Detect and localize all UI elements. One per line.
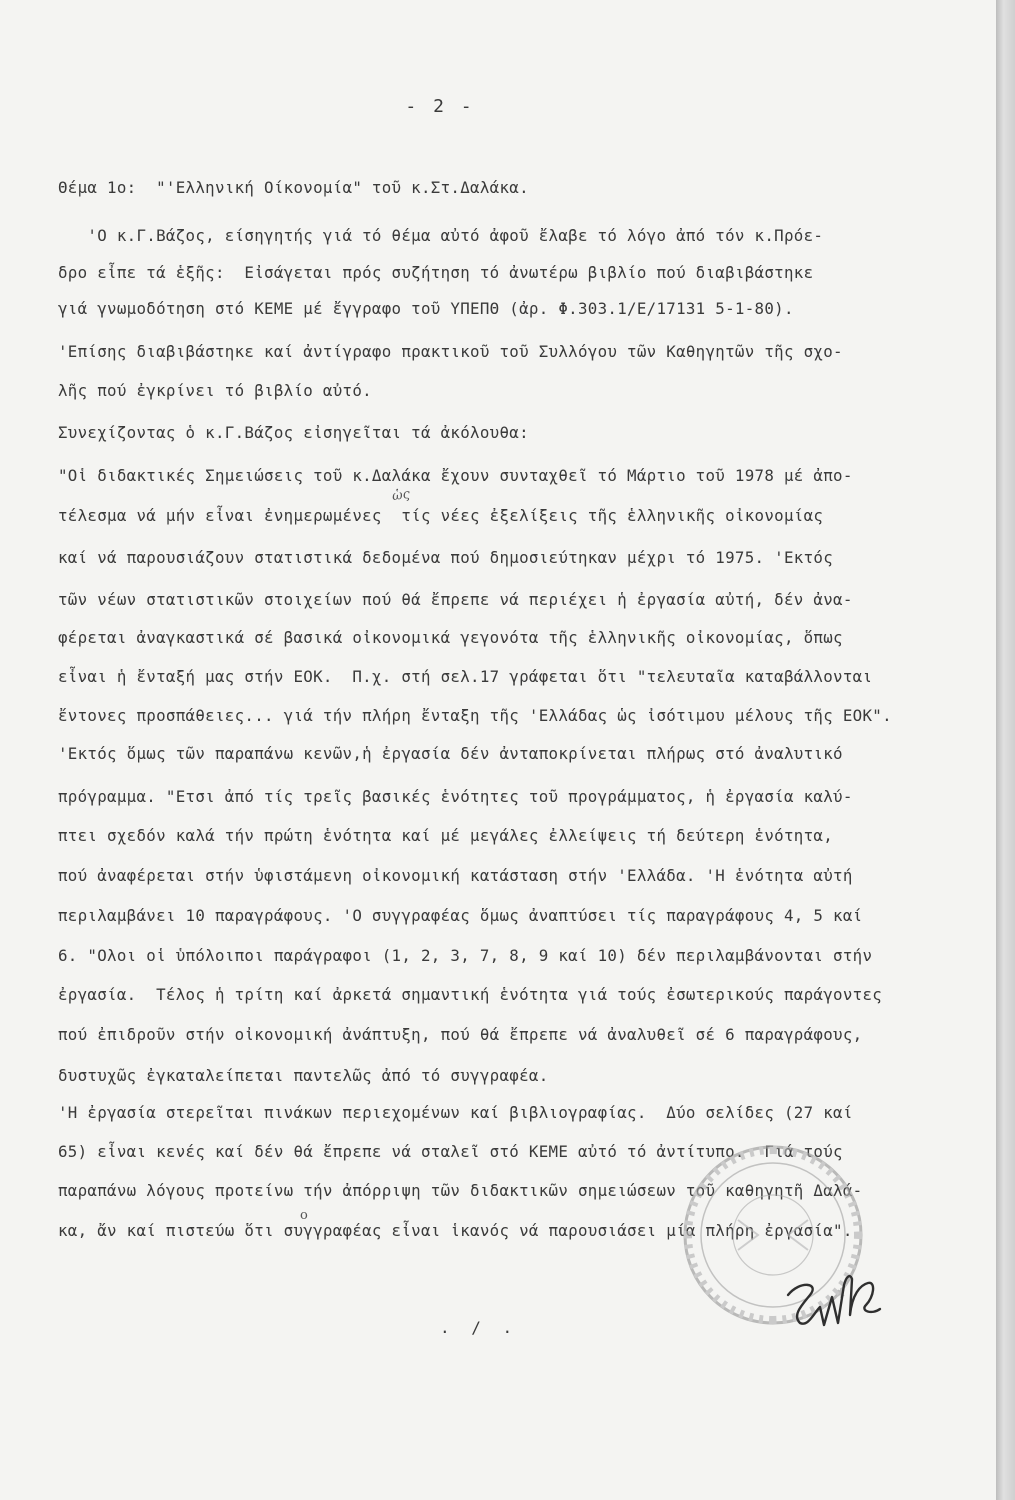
text-line: παραπάνω λόγους προτείνω τήν ἀπόρριψη τῶν διδακτικῶν σημειώσεων τοῦ καθηγητῆ Δαλά-	[58, 1181, 863, 1200]
handwritten-article: ο	[300, 1208, 308, 1223]
text-line: δυστυχῶς ἐγκαταλείπεται παντελῶς ἀπό τό συγγραφέα.	[58, 1066, 549, 1085]
text-line: εἶναι ἡ ἔνταξή μας στήν ΕΟΚ. Π.χ. στή σελ.17 γράφεται ὅτι "τελευταῖα καταβάλλονται	[58, 667, 873, 686]
text-line: δρο εἶπε τά ἑξῆς: Εἰσάγεται πρός συζήτηση τό ἀνωτέρω βιβλίο πού διαβιβάστηκε	[58, 263, 814, 282]
text-line: κα, ἄν καί πιστεύω ὅτι συγγραφέας εἶναι ἱκανός νά παρουσιάσει μία πλήρη ἐργασία".	[58, 1221, 853, 1240]
page-number: - 2 -	[405, 96, 475, 117]
text-line: πτει σχεδόν καλά τήν πρώτη ἑνότητα καί μέ μεγάλες ἐλλείψεις τή δεύτερη ἑνότητα,	[58, 826, 834, 845]
text-line: 6. "Ολοι οἱ ὑπόλοιποι παράγραφοι (1, 2, 3, 7, 8, 9 καί 10) δέν περιλαμβάνονται στήν	[58, 946, 873, 965]
text-line: τῶν νέων στατιστικῶν στοιχείων πού θά ἔπρεπε νά περιέχει ἡ ἐργασία αὐτή, δέν ἀνα-	[58, 590, 853, 609]
handwritten-insert: ὡς	[391, 486, 411, 505]
text-line: 'Ο κ.Γ.Βάζος, είσηγητής γιά τό θέμα αὐτό ἀφοῦ ἔλαβε τό λόγο ἀπό τόν κ.Πρόε-	[58, 226, 824, 245]
text-line: Συνεχίζοντας ὁ κ.Γ.Βάζος εἰσηγεῖται τά ἀκόλουθα:	[58, 423, 529, 442]
text-line: ἐργασία. Τέλος ἡ τρίτη καί ἀρκετά σημαντική ἑνότητα γιά τούς ἐσωτερικούς παράγοντες	[58, 985, 883, 1004]
text-line: Θέμα 1ο: "'Ελληνική Οίκονομία" τοῦ κ.Στ.Δαλάκα.	[58, 178, 529, 197]
text-line: πού ἀναφέρεται στήν ὑφιστάμενη οἰκονομική κατάσταση στήν 'Ελλάδα. 'Η ἑνότητα αὐτή	[58, 866, 853, 885]
text-line: 'Εκτός ὅμως τῶν παραπάνω κενῶν,ἡ ἐργασία δέν ἀνταποκρίνεται πλήρως στό ἀναλυτικό	[58, 744, 843, 763]
text-line: λῆς πού ἐγκρίνει τό βιβλίο αὐτό.	[58, 381, 372, 400]
text-line: γιά γνωμοδότηση στό ΚΕΜΕ μέ ἔγγραφο τοῦ ΥΠΕΠΘ (ἀρ. Φ.303.1/Ε/17131 5-1-80).	[58, 299, 794, 318]
text-line: περιλαμβάνει 10 παραγράφους. 'Ο συγγραφέας ὅμως ἀναπτύσει τίς παραγράφους 4, 5 καί	[58, 906, 863, 925]
text-line: καί νά παρουσιάζουν στατιστικά δεδομένα πού δημοσιεύτηκαν μέχρι τό 1975. 'Εκτός	[58, 548, 834, 567]
page-edge	[996, 0, 1015, 1500]
text-line: πρόγραμμα. "Ετσι ἀπό τίς τρεῖς βασικές ἑνότητες τοῦ προγράμματος, ἡ ἐργασία καλύ-	[58, 787, 853, 806]
continuation-mark: . / .	[440, 1318, 519, 1337]
text-line: 'Η ἐργασία στερεῖται πινάκων περιεχομένων καί βιβλιογραφίας. Δύο σελίδες (27 καί	[58, 1103, 853, 1122]
text-line: 65) εἶναι κενές καί δέν θά ἔπρεπε νά σταλεῖ στό ΚΕΜΕ αὐτό τό ἀντίτυπο. Γιά τούς	[58, 1142, 843, 1161]
text-line: φέρεται ἀναγκαστικά σέ βασικά οἰκονομικά γεγονότα τῆς ἑλληνικῆς οἰκονομίας, ὅπως	[58, 628, 843, 647]
text-line: 'Επίσης διαβιβάστηκε καί ἀντίγραφο πρακτικοῦ τοῦ Συλλόγου τῶν Καθηγητῶν τῆς σχο-	[58, 342, 843, 361]
text-line: "Οἱ διδακτικές Σημειώσεις τοῦ κ.Δαλάκα ἔχουν συνταχθεῖ τό Μάρτιο τοῦ 1978 μέ ἀπο-	[58, 466, 853, 485]
text-line: πού ἐπιδροῦν στήν οἰκονομική ἀνάπτυξη, πού θά ἔπρεπε νά ἀναλυθεῖ σέ 6 παραγράφους,	[58, 1025, 863, 1044]
text-line: τέλεσμα νά μήν εἶναι ἐνημερωμένες τίς νέες ἐξελίξεις τῆς ἑλληνικῆς οἰκονομίας	[58, 506, 824, 525]
signature-icon	[780, 1265, 890, 1345]
text-line: ἔντονες προσπάθειες... γιά τήν πλήρη ἔνταξη τῆς 'Ελλάδας ὡς ἰσότιμου μέλους τῆς ΕΟΚ".	[58, 706, 892, 725]
